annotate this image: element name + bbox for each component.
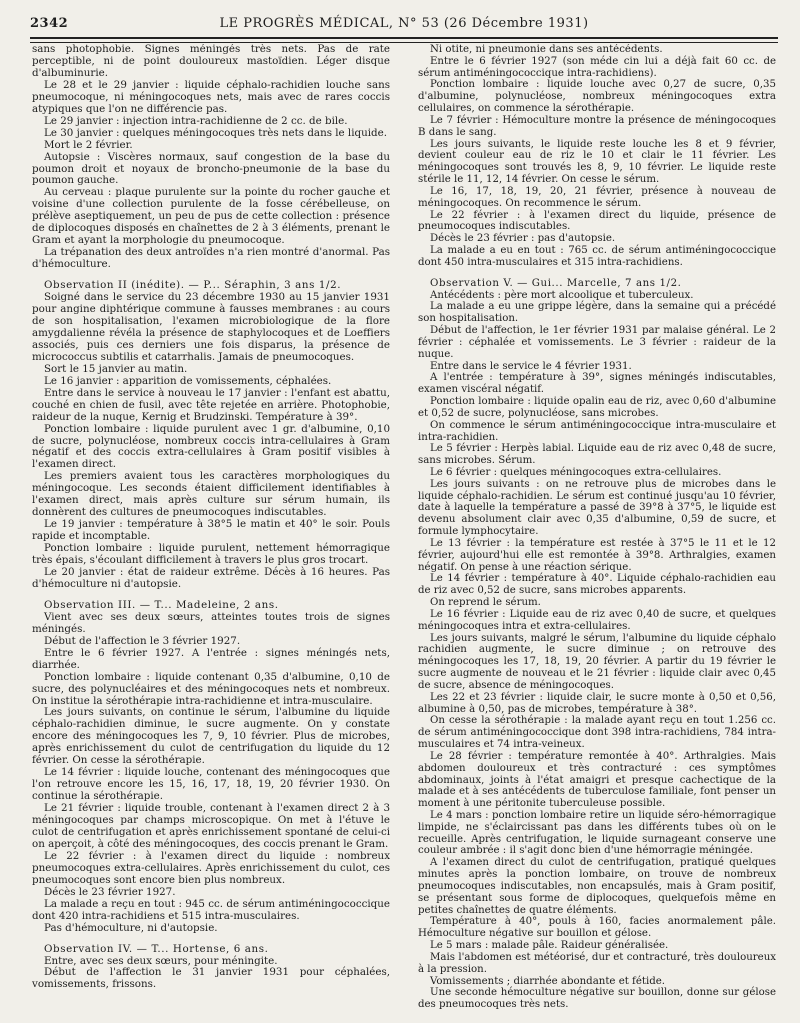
- paragraph: Une seconde hémoculture négative sur bouillon, donne sur gélose des pneumocoques très nets.: [418, 987, 776, 1011]
- paragraph: Le 7 février : Hémoculture montre la présence de méningocoques B dans le sang.: [418, 114, 776, 138]
- paragraph: sans photophobie. Signes méningés très nets. Pas de rate perceptible, ni de point douloureux mastoïdien. Léger disque d'albuminurie.: [32, 44, 390, 79]
- paragraph: Mort le 2 février.: [44, 138, 133, 151]
- paragraph: On commence le sérum antiméningococcique intra-musculaire et intra-rachidien.: [418, 419, 776, 443]
- paragraph: Pas d'hémoculture, ni d'autopsie.: [44, 921, 218, 934]
- paragraph: Le 19 janvier : température à 38°5 le matin et 40° le soir. Pouls rapide et incomptable.: [32, 518, 390, 543]
- paragraph: Ni otite, ni pneumonie dans ses antécédents.: [430, 44, 663, 55]
- paragraph: Le 16 janvier : apparition de vomissements, céphalées.: [44, 374, 332, 387]
- page-number: 2342: [30, 16, 69, 31]
- paragraph: La malade a eu une grippe légère, dans la semaine qui a précédé son hospitalisation.: [418, 301, 776, 325]
- paragraph: Température à 40°, pouls à 160, facies anormalement pâle. Hémoculture négative sur bouillon et gélose.: [418, 916, 776, 940]
- paragraph: Les premiers avaient tous les caractères morphologiques du méningocoque. Les seconds étaient difficilement identifiables à l'examen direct, mais après culture sur sérum humain, ils donnèrent des cultures de pneumocoques indiscutables.: [32, 470, 390, 519]
- paragraph: Entre dans le service le 4 février 1931.: [430, 360, 632, 372]
- paragraph: Au cerveau : plaque purulente sur la pointe du rocher gauche et voisine d'une collection purulente de la fosse cérébelleuse, on prélève aseptiquement, un peu de pus de cette collection : présence de diplocoques disposés en chaînettes de 2 à 3 éléments, prenant le Gram et ayant la morphologie du pneumocoque.: [32, 186, 390, 247]
- paragraph: Décès le 23 février 1927.: [44, 885, 176, 898]
- paragraph: Décès le 23 février : pas d'autopsie.: [430, 233, 616, 245]
- paragraph: Début de l'affection le 31 janvier 1931 pour céphalées, vomissements, frissons.: [32, 966, 390, 991]
- right-column: [418, 44, 776, 1016]
- paragraph: Entre dans le service à nouveau le 17 janvier : l'enfant est abattu, couché en chien de fusil, avec tête rejetée en arrière. Photophobie, raideur de la nuque, Kernig et Brudzinski. Température à 39°.: [32, 386, 390, 423]
- paragraph: Vient avec ses deux sœurs, atteintes toutes trois de signes méningés.: [32, 610, 390, 635]
- paragraph: Le 5 février : Herpès labial. Liquide eau de riz avec 0,48 de sucre, sans microbes. Sérum.: [418, 443, 776, 467]
- paragraph: Mais l'abdomen est météorisé, dur et contracturé, très douloureux à la pression.: [418, 951, 776, 975]
- observation-heading: Observation II (inédite). — P... Séraphin, 3 ans 1/2.: [44, 279, 342, 292]
- paragraph: Soigné dans le service du 23 décembre 1930 au 15 janvier 1931 pour angine diphtérique commune à fausses membranes : au cours de son hospitalisation, l'examen microbiologique de la flore amygdalienne révéla la présence de staphylocoques et de Loeffiers associés, puis ces derniers une fois disparus, la présence de micrococcus subtilis et catarrhalis. Jamais de pneumocoques.: [32, 291, 390, 363]
- paragraph: Ponction lombaire : liquide louche avec 0,27 de sucre, 0,35 d'albumine, polynucléose, nombreux méningocoques extra cellulaires, on commence la sérothérapie.: [418, 79, 776, 115]
- paragraph: Le 22 février : à l'examen direct du liquide : nombreux pneumocoques extra-cellulaires. Après enrichissement du culot, ces pneumocoques sont encore bien plus nombreux.: [32, 849, 390, 886]
- paragraph: La trépanation des deux antroïdes n'a rien montré d'anormal. Pas d'hémoculture.: [32, 246, 390, 271]
- paragraph: Le 28 février : température remontée à 40°. Arthralgies. Mais abdomen douloureux et très contracturé : ces symptômes abdominaux, joints à l'état amaigri et presque cachectique de la malade et à ses antécédents de tuberculose familiale, font penser un moment à une péritonite tuberculeuse possible.: [418, 750, 776, 810]
- paragraph: Entre le 6 février 1927. A l'entrée : signes méningés nets, diarrhée.: [32, 646, 390, 671]
- paragraph: Le 14 février : liquide louche, contenant des méningocoques que l'on retrouve encore les 15, 16, 17, 18, 19, 20 février 1930. On continue la sérothérapie.: [32, 766, 390, 803]
- paragraph: Les jours suivants : on ne retrouve plus de microbes dans le liquide céphalo-rachidien. Le sérum est continué jusqu'au 10 février, date à laquelle la température a passé de 39°8 à 37°5, le liquide est devenu absolument clair avec 0,35 d'albumine, 0,59 de sucre, et formule lymphocytaire.: [418, 478, 776, 538]
- paragraph: Le 6 février : quelques méningocoques extra-cellulaires.: [430, 466, 722, 478]
- paragraph: Ponction lombaire : liquide purulent avec 1 gr. d'albumine, 0,10 de sucre, polynucléose, nombreux coccis intra-cellulaires à Gram négatif et des coccis extra-cellulaires à Gram positif visibles à l'examen direct.: [32, 422, 390, 471]
- paragraph: Le 21 février : liquide trouble, contenant à l'examen direct 2 à 3 méningocoques par champs microscopique. On met à l'étuve le culot de centrifugation et après enrichissement spontané de celui-ci on aperçoit, à côté des méningocoques, des coccis prenant le Gram.: [32, 802, 390, 850]
- paragraph: Le 4 mars : ponction lombaire retire un liquide séro-hémorragique limpide, ne s'éclaircissant pas dans les différents tubes où on le recueille. Après centrifugation, le liquide surnageant conserve une couleur ambrée : il s'agit donc bien d'une hémorragie méningée.: [418, 810, 776, 857]
- paragraph: Le 29 janvier : injection intra-rachidienne de 2 cc. de bile.: [44, 114, 348, 127]
- paragraph: Ponction lombaire : liquide contenant 0,35 d'albumine, 0,10 de sucre, des polynucléaires et des méningocoques nets et nombreux. On institue la sérothérapie intra-rachidienne et intra-musculaire.: [32, 670, 390, 707]
- paragraph: La malade a reçu en tout : 945 cc. de sérum antiméningococcique dont 420 intra-rachidiens et 515 intra-musculaires.: [32, 897, 390, 922]
- paragraph: Ponction lombaire : liquide opalin eau de riz, avec 0,60 d'albumine et 0,52 de sucre, polynucléose, sans microbes.: [418, 396, 776, 419]
- paragraph: Le 28 et le 29 janvier : liquide céphalo-rachidien louche sans pneumocoque, ni méningocoques nets, mais avec de rares coccis atypiques que l'on ne différencie pas.: [32, 78, 390, 115]
- paragraph: Début de l'affection le 3 février 1927.: [44, 634, 241, 647]
- paragraph: Les 22 et 23 février : liquide clair, le sucre monte à 0,50 et 0,56, albumine à 0,50, pas de microbes, température à 38°.: [418, 691, 776, 715]
- paragraph: Entre le 6 février 1927 (son méde cin lui a déjà fait 60 cc. de sérum antiméningococcique intra-rachidiens).: [418, 55, 776, 79]
- paragraph: On cesse la sérothérapie : la malade ayant reçu en tout 1.256 cc. de sérum antiméningococcique dont 398 intra-rachidiens, 784 intra-musculaires et 74 intra-veineux.: [418, 715, 776, 751]
- paragraph: Autopsie : Viscères normaux, sauf congestion de la base du poumon droit et noyaux de broncho-pneumonie de la base du poumon gauche.: [32, 150, 390, 187]
- paragraph: Le 5 mars : malade pâle. Raideur généralisée.: [430, 940, 669, 952]
- observation-heading: Observation V. — Gui... Marcelle, 7 ans 1/2.: [430, 277, 682, 289]
- paragraph: Ponction lombaire : liquide purulent, nettement hémorragique très épais, s'écoulant difficilement à travers le plus gros trocart.: [32, 542, 390, 567]
- paragraph: Le 13 février : la température est restée à 37°5 le 11 et le 12 février, aujourd'hui elle est remontée à 39°8. Arthralgies, examen négatif. On pense à une réaction sérique.: [418, 537, 776, 573]
- left-column: [32, 44, 390, 1016]
- observation-heading: Observation III. — T... Madeleine, 2 ans.: [44, 598, 279, 611]
- paragraph: Les jours suivants, malgré le sérum, l'albumine du liquide céphalo rachidien augmente, le sucre diminue ; on retrouve des méningocoques les 17, 18, 19, 20 février. A partir du 19 février le sucre augmente de nouveau et le 21 février : liquide clair avec 0,45 de sucre, absence de méningocoques.: [418, 632, 776, 691]
- paragraph: La malade a eu en tout : 765 cc. de sérum antiméningococcique dont 450 intra-musculaires et 315 intra-rachidiens.: [418, 245, 776, 268]
- paragraph: Le 14 février : température à 40°. Liquide céphalo-rachidien eau de riz avec 0,52 de sucre, sans microbes apparents.: [418, 573, 776, 597]
- running-title: LE PROGRÈS MÉDICAL, N° 53 (26 Décembre 1931): [219, 16, 589, 31]
- running-header: [30, 14, 778, 36]
- paragraph: Le 16, 17, 18, 19, 20, 21 février, présence à nouveau de méningocoques. On recommence le sérum.: [418, 185, 776, 209]
- paragraph: A l'entrée : température à 39°, signes méningés indiscutables, examen viscéral négatif.: [418, 372, 776, 396]
- paragraph: Le 22 février : à l'examen direct du liquide, présence de pneumocoques indiscutables.: [418, 209, 776, 233]
- paragraph: Les jours suivants, le liquide reste louche les 8 et 9 février, devient couleur eau de riz le 10 et clair le 11 février. Les méningocoques sont trouvés les 8, 9, 10 février. Le liquide reste stérile le 11, 12, 14 février. On cesse le sérum.: [418, 138, 776, 186]
- header-rule: [30, 37, 778, 43]
- paragraph: Le 16 février : Liquide eau de riz avec 0,40 de sucre, et quelques méningocoques intra et extra-cellulaires.: [418, 608, 776, 632]
- paragraph: Antécédents : père mort alcoolique et tuberculeux.: [430, 289, 694, 301]
- observation-heading: Observation IV. — T... Hortense, 6 ans.: [44, 942, 269, 955]
- paragraph: Entre, avec ses deux sœurs, pour méningite.: [44, 954, 278, 967]
- paragraph: A l'examen direct du culot de centrifugation, pratiqué quelques minutes après la ponction lombaire, on trouve de nombreux pneumocoques indiscutables, non encapsulés, mais à Gram positif, se présentant sous forme de diplocoques, quelquefois même en petites chaînettes de quatre éléments.: [418, 857, 776, 916]
- paragraph: Vomissements ; diarrhée abondante et fétide.: [430, 975, 665, 987]
- paragraph: Le 30 janvier : quelques méningocoques très nets dans le liquide.: [44, 126, 387, 139]
- paragraph: Début de l'affection, le 1er février 1931 par malaise général. Le 2 février : céphalée et vomissements. Le 3 février : raideur de la nuque.: [418, 325, 776, 360]
- paragraph: Sort le 15 janvier au matin.: [44, 362, 188, 375]
- paragraph: Les jours suivants, on continue le sérum, l'albumine du liquide céphalo-rachidien diminue, le sucre augmente. On y constate encore des méningocoques les 7, 9, 10 février. Plus de microbes, après enrichissement du culot de centrifugation du liquide du 12 février. On cesse la sérothérapie.: [32, 706, 390, 767]
- paragraph: Le 20 janvier : état de raideur extrême. Décès à 16 heures. Pas d'hémoculture ni d'autopsie.: [32, 565, 390, 590]
- paragraph: On reprend le sérum.: [430, 597, 541, 609]
